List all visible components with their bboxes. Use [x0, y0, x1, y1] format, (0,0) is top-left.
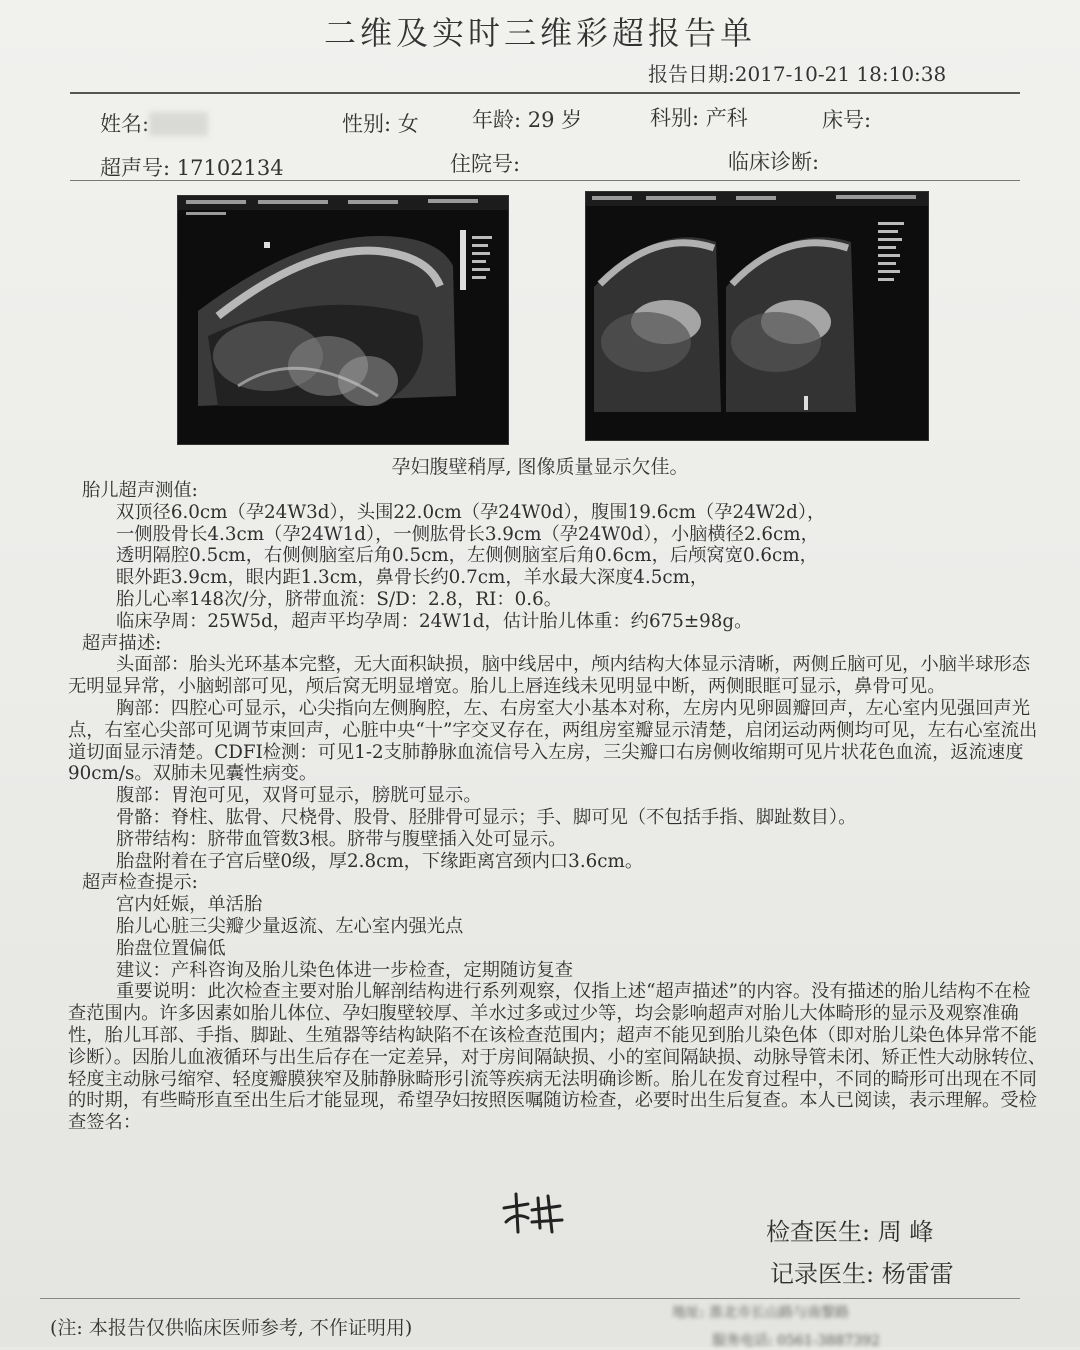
- header-divider: [70, 92, 1020, 94]
- conclusion-item: 胎儿心脏三尖瓣少量返流、左心室内强光点: [116, 915, 464, 937]
- ultrasound-image-2: [586, 192, 928, 440]
- measurement-line: 双顶径6.0cm（孕24W3d），头围22.0cm（孕24W0d），腹围19.6cm（孕24W2d），: [116, 501, 826, 523]
- image-caption: 孕妇腹壁稍厚, 图像质量显示欠佳。: [391, 456, 689, 478]
- description-paragraph: 胎盘附着在子宫后壁0级，厚2.8cm，下缘距离宫颈内口3.6cm。: [116, 850, 644, 872]
- measurement-line: 透明隔腔0.5cm，右侧侧脑室后角0.5cm，左侧侧脑室后角0.6cm，后颅窝宽0.6cm，: [116, 545, 818, 567]
- report-title: 二维及实时三维彩超报告单: [323, 14, 756, 52]
- hospital-address: 地址: 淮北市长山路与南黎路: [672, 1305, 850, 1321]
- conclusion-item: 胎盘位置偏低: [116, 937, 226, 959]
- conclusion-item: 宫内妊娠，单活胎: [116, 894, 263, 916]
- patient-gender: 性别: 女: [342, 112, 419, 136]
- conclusion-heading: 超声检查提示:: [82, 872, 198, 894]
- footer-note: (注: 本报告仅供临床医师参考, 不作证明用): [50, 1317, 413, 1339]
- description-paragraph: 头面部：胎头光环基本完整，无大面积缺损，脑中线居中，颅内结构大体显示清晰，两侧丘脑可见，小脑半球形态无明显异常，小脑蚓部可见，颅后窝无明显增宽。胎儿上唇连线未见明显中断，两侧眼眶可显示，鼻骨可见。: [68, 654, 1031, 698]
- patient-signature: [498, 1188, 568, 1238]
- admission-number: 住院号:: [450, 152, 521, 176]
- disclaimer-text: 重要说明：此次检查主要对胎儿解剖结构进行系列观察，仅指上述“超声描述”的内容。没有描述的胎儿结构不在检查范围内。许多因素如胎儿体位、孕妇腹壁较厚、羊水过多或过少等，均会影响超声对胎儿大体畸形的显示及观察准确性，胎儿耳部、手指、脚趾、生殖器等结构缺陷不在该检查范围内；超声不能见到胎儿染色体（即对胎儿染色体异常不能诊断）。因胎儿血液循环与出生后存在一定差异，对于房间隔缺损、小的室间隔缺损、动脉导管未闭、矫正性大动脉转位、轻度主动脉弓缩窄、轻度瓣膜狭窄及肺静脉畸形引流等疾病无法明确诊断。胎儿在发育过程中，不同的畸形可出现在不同的时期，有些畸形直至出生后才能显现，希望孕妇按照医嘱随访检查，必要时出生后复查。本人已阅读，表示理解。受检查签名：: [68, 981, 1047, 1134]
- patient-bed: 床号:: [822, 108, 872, 132]
- patient-department: 科别: 产科: [650, 106, 748, 130]
- info-divider: [70, 180, 1020, 181]
- measurement-line: 一侧股骨长4.3cm（孕24W1d），一侧肱骨长3.9cm（孕24W0d），小脑横径2.6cm，: [116, 523, 819, 545]
- description-paragraph: 腹部：胃泡可见，双肾可显示，膀胱可显示。: [116, 785, 482, 807]
- measurement-line: 临床孕周：25W5d，超声平均孕周：24W1d，估计胎儿体重：约675±98g。: [116, 610, 753, 632]
- recording-doctor: 记录医生: 杨雷雷: [770, 1260, 954, 1288]
- patient-name-redacted: [149, 112, 208, 136]
- patient-name-field: [100, 108, 208, 138]
- measurement-line: 胎儿心率148次/分，脐带血流：S/D：2.8，RI：0.6。: [116, 588, 563, 610]
- footer-divider: [40, 1298, 1020, 1299]
- patient-age: 年龄: 29 岁: [472, 108, 583, 132]
- report-body: [68, 480, 1048, 1134]
- conclusion-item: 建议：产科咨询及胎儿染色体进一步检查，定期随访复查: [116, 959, 574, 981]
- clinical-diagnosis: 临床诊断:: [728, 150, 820, 174]
- description-paragraph: 骨骼：脊柱、肱骨、尺桡骨、股骨、胫腓骨可显示；手、脚可见（不包括手指、脚趾数目）。: [116, 806, 857, 828]
- ultrasound-image-1: [178, 196, 508, 444]
- description-paragraph: 胸部：四腔心可显示，心尖指向左侧胸腔，左、右房室大小基本对称，左房内见卵圆瓣回声，左心室内见强回声光点，右室心尖部可见调节束回声，心脏中央“十”字交叉存在，两组房室瓣显示清楚，启闭运动两侧均可见，左右心室流出道切面显示清楚。CDFI检测：可见1-2支肺静脉血流信号入左房，三尖瓣口右房侧收缩期可见片状花色血流，返流速度90cm/s。双肺未见囊性病变。: [68, 697, 1038, 785]
- report-date: 报告日期:2017-10-21 18:10:38: [648, 62, 947, 86]
- ultrasound-number: 超声号: 17102134: [100, 156, 284, 180]
- measurement-line: 眼外距3.9cm，眼内距1.3cm，鼻骨长约0.7cm，羊水最大深度4.5cm，: [116, 567, 709, 589]
- measurements-heading: 胎儿超声测值:: [82, 480, 198, 501]
- patient-name-label: 姓名:: [100, 112, 150, 136]
- description-paragraph: 脐带结构：脐带血管数3根。脐带与腹壁插入处可显示。: [116, 828, 567, 850]
- description-heading: 超声描述:: [82, 632, 162, 654]
- examining-doctor: 检查医生: 周 峰: [766, 1218, 934, 1246]
- hospital-phone: 服务电话: 0561-3887392: [712, 1333, 880, 1349]
